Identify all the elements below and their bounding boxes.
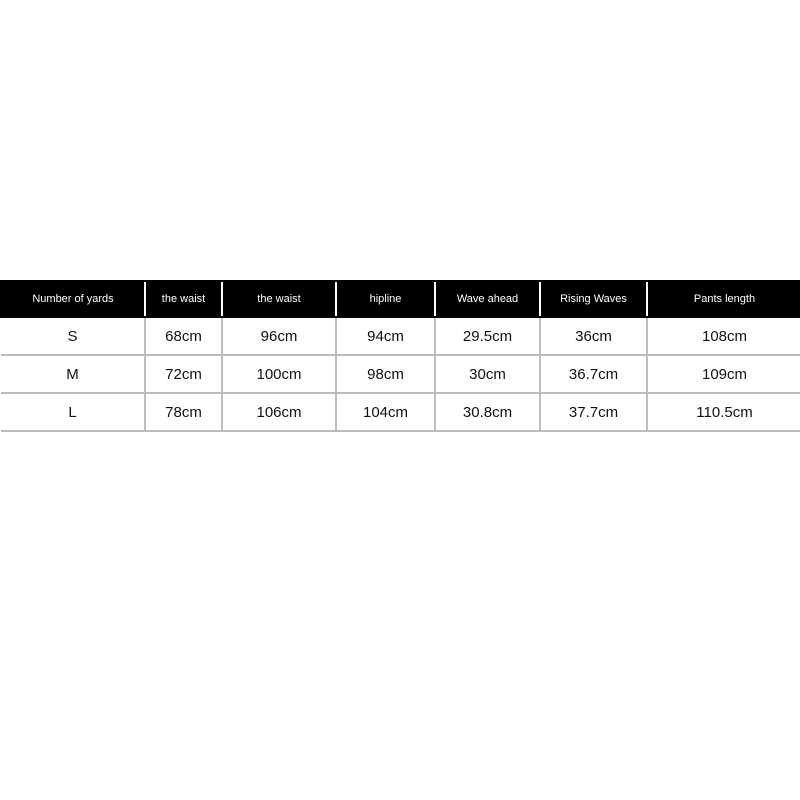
table-cell: 30cm <box>435 355 540 393</box>
header-the-waist: the waist <box>145 281 222 317</box>
table-cell: 30.8cm <box>435 393 540 431</box>
table-cell: 94cm <box>336 317 435 355</box>
table-cell: 37.7cm <box>540 393 647 431</box>
table-cell: 36cm <box>540 317 647 355</box>
size-chart-table <box>0 280 800 432</box>
header-rising-waves: Rising Waves <box>540 281 647 317</box>
table-cell: 78cm <box>145 393 222 431</box>
table-cell: 108cm <box>647 317 800 355</box>
header-wave-ahead: Wave ahead <box>435 281 540 317</box>
size-cell: S <box>1 317 145 355</box>
table-cell: 110.5cm <box>647 393 800 431</box>
table-cell: 109cm <box>647 355 800 393</box>
table-cell: 98cm <box>336 355 435 393</box>
table-cell: 96cm <box>222 317 336 355</box>
header-number-of-yards: Number of yards <box>1 281 145 317</box>
size-cell: L <box>1 393 145 431</box>
table-row <box>1 317 800 355</box>
table-cell: 36.7cm <box>540 355 647 393</box>
table-cell: 100cm <box>222 355 336 393</box>
header-row <box>1 281 800 317</box>
size-cell: M <box>1 355 145 393</box>
table-cell: 29.5cm <box>435 317 540 355</box>
table-cell: 104cm <box>336 393 435 431</box>
table-cell: 106cm <box>222 393 336 431</box>
table-row <box>1 355 800 393</box>
header-pants-length: Pants length <box>647 281 800 317</box>
header-hipline: hipline <box>336 281 435 317</box>
table-row <box>1 393 800 431</box>
table-cell: 72cm <box>145 355 222 393</box>
table-cell: 68cm <box>145 317 222 355</box>
header-the-waist-2: the waist <box>222 281 336 317</box>
